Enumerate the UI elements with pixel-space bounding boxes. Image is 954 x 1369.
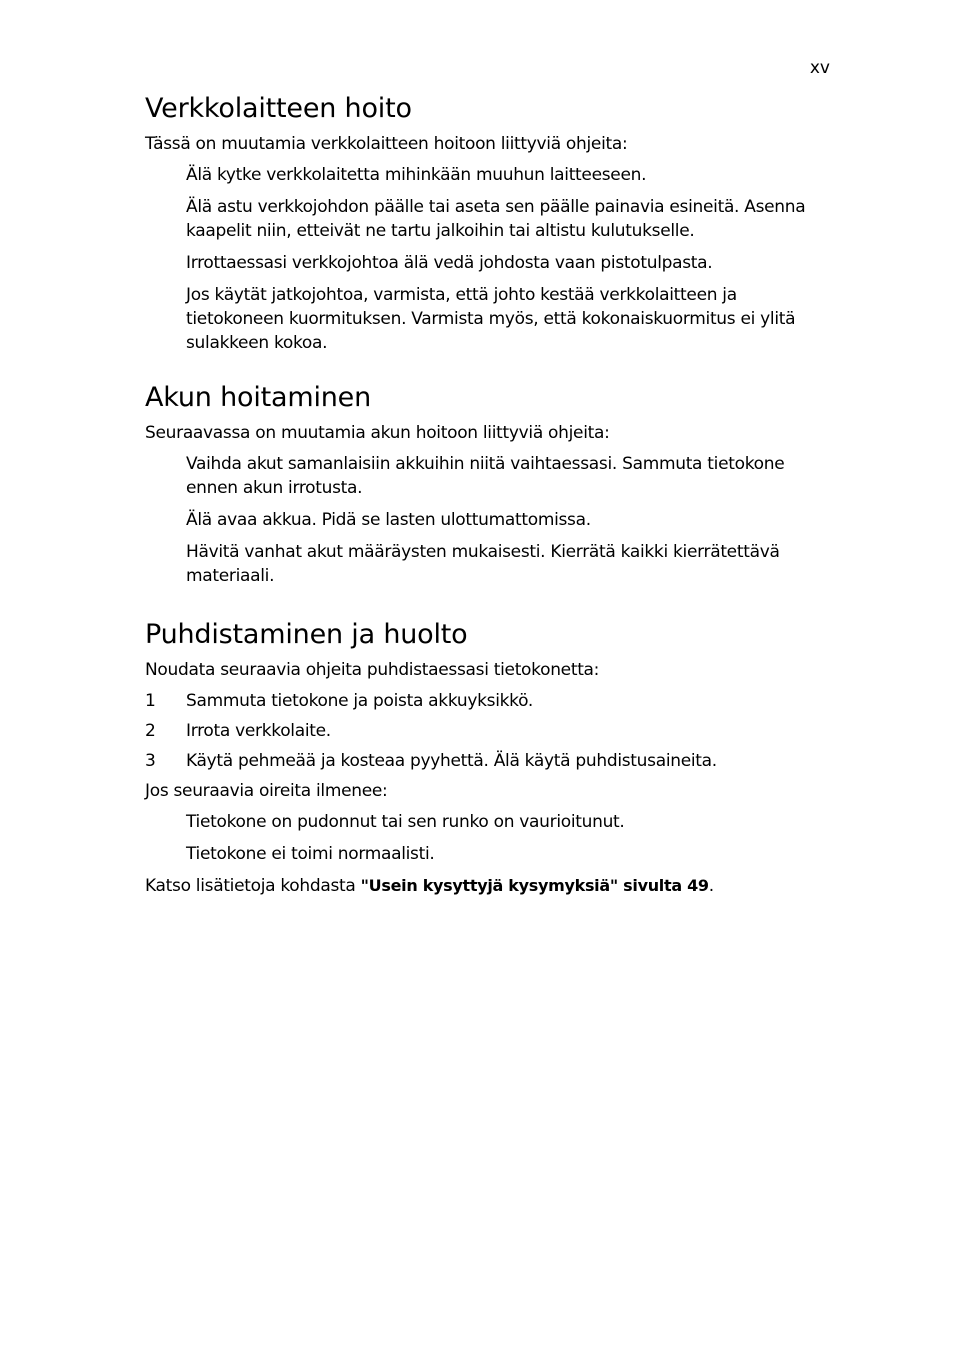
section-title: Akun hoitaminen <box>145 382 371 413</box>
list-item: Vaihda akut samanlaisiin akkuihin niitä vaihtaessasi. Sammuta tietokone ennen akun irrotusta. <box>186 454 785 498</box>
symptoms-intro: Jos seuraavia oireita ilmenee: <box>145 781 388 801</box>
page-number: xv <box>809 58 830 78</box>
list-item: Jos käytät jatkojohtoa, varmista, että johto kestää verkkolaitteen ja tietokoneen kuormituksen. Varmista myös, että kokonaiskuormitus ei ylitä sulakkeen kokoa. <box>186 285 796 353</box>
list-item: Älä kytke verkkolaitetta mihinkään muuhun laitteeseen. <box>186 165 647 185</box>
list-item: Tietokone on pudonnut tai sen runko on vaurioitunut. <box>186 812 625 832</box>
reference-suffix: . <box>708 876 714 896</box>
step-item <box>145 749 835 773</box>
list-item: Tietokone ei toimi normaalisti. <box>186 844 435 864</box>
section-cleaning-and-service <box>145 618 835 898</box>
cross-reference-link[interactable]: "Usein kysyttyjä kysymyksiä" sivulta 49 <box>360 876 709 895</box>
reference-prefix: Katso lisätietoja kohdasta <box>145 876 361 896</box>
step-number: 3 <box>145 751 156 771</box>
list-item: Hävitä vanhat akut määräysten mukaisesti. Kierrätä kaikki kierrätettävä materiaali. <box>186 542 780 586</box>
numbered-steps <box>145 689 835 773</box>
section-intro: Tässä on muutamia verkkolaitteen hoitoon liittyviä ohjeita: <box>145 134 628 154</box>
step-item <box>145 719 835 743</box>
section-battery-care <box>145 381 835 588</box>
list-item: Irrottaessasi verkkojohtoa älä vedä johdosta vaan pistotulpasta. <box>186 253 713 273</box>
list-item: Älä avaa akkua. Pidä se lasten ulottumattomissa. <box>186 510 591 530</box>
section-power-adapter-care <box>145 92 835 355</box>
section-title: Puhdistaminen ja huolto <box>145 619 468 650</box>
step-text: Sammuta tietokone ja poista akkuyksikkö. <box>186 691 534 711</box>
step-text: Käytä pehmeää ja kosteaa pyyhettä. Älä käytä puhdistusaineita. <box>186 751 717 771</box>
section-intro: Seuraavassa on muutamia akun hoitoon liittyviä ohjeita: <box>145 423 610 443</box>
step-number: 1 <box>145 691 156 711</box>
list-item: Älä astu verkkojohdon päälle tai aseta sen päälle painavia esineitä. Asenna kaapelit niin, etteivät ne tartu jalkoihin tai altistu kulutukselle. <box>186 197 806 241</box>
reference-paragraph <box>145 874 835 898</box>
section-intro: Noudata seuraavia ohjeita puhdistaessasi tietokonetta: <box>145 660 600 680</box>
step-text: Irrota verkkolaite. <box>186 721 331 741</box>
document-body <box>145 92 835 924</box>
section-title: Verkkolaitteen hoito <box>145 93 412 124</box>
step-number: 2 <box>145 721 156 741</box>
step-item <box>145 689 835 713</box>
